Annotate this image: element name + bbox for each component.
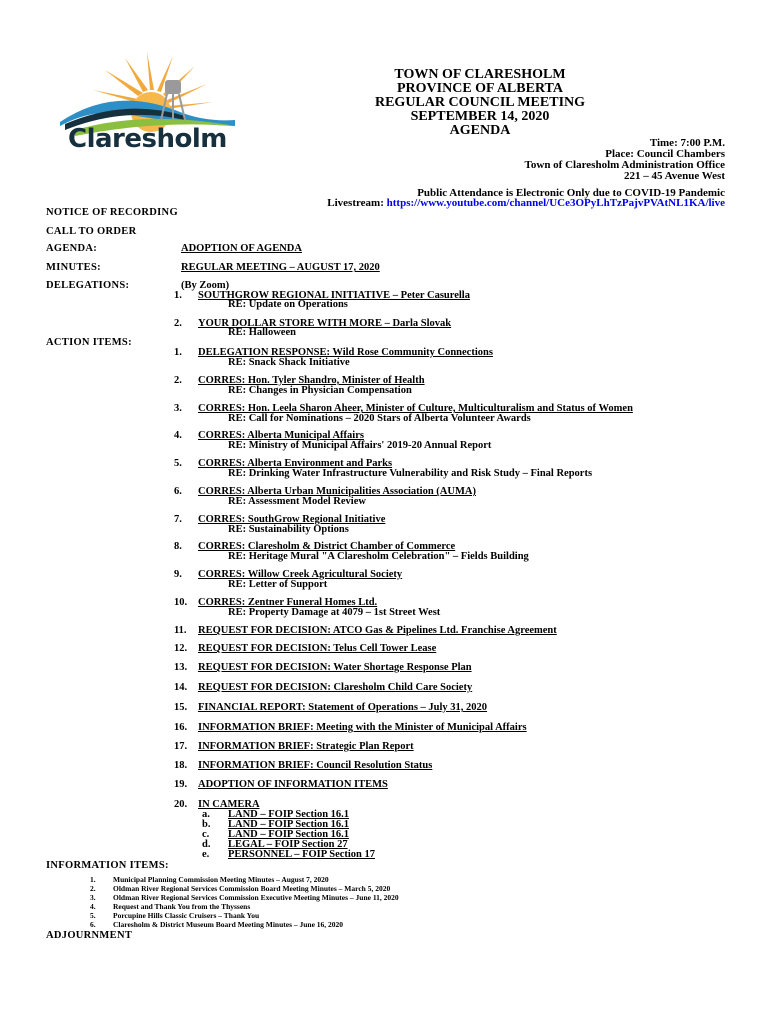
- action-item-re: RE: Sustainability Options: [228, 524, 349, 535]
- list-item-number: 3.: [174, 403, 182, 414]
- info-item-number: 6.: [90, 920, 96, 929]
- action-item-title: CORRES: Claresholm & District Chamber of Commerce: [198, 541, 456, 552]
- list-item-number: 14.: [174, 682, 188, 693]
- in-camera-item: LAND – FOIP Section 16.1: [228, 809, 350, 820]
- livestream-label: Livestream:: [327, 197, 387, 209]
- meeting-place: Place: Council Chambers: [605, 148, 725, 160]
- list-item-number: 12.: [174, 643, 188, 654]
- sub-item-letter: c.: [202, 829, 210, 840]
- delegation-title: SOUTHGROW REGIONAL INITIATIVE – Peter Casurella: [198, 290, 470, 301]
- section-agenda: AGENDA:: [46, 243, 98, 254]
- delegations-note: (By Zoom): [181, 280, 230, 291]
- meeting-office: Town of Claresholm Administration Office: [524, 159, 725, 171]
- meeting-address: 221 – 45 Avenue West: [623, 170, 725, 182]
- list-item-number: 10.: [174, 597, 188, 608]
- list-item-number: 1.: [174, 347, 182, 358]
- in-camera-item: LAND – FOIP Section 16.1: [228, 819, 350, 830]
- title-agenda: AGENDA: [449, 123, 511, 138]
- list-item-number: 11.: [174, 625, 187, 636]
- action-item-title: CORRES: Hon. Leela Sharon Aheer, Minister of Culture, Multiculturalism and Status of Women: [198, 403, 633, 414]
- info-item-number: 3.: [90, 893, 96, 902]
- action-item-re: RE: Heritage Mural "A Claresholm Celebration" – Fields Building: [228, 551, 529, 562]
- action-item-re: RE: Assessment Model Review: [228, 496, 366, 507]
- list-item-number: 18.: [174, 760, 188, 771]
- list-item-number: 7.: [174, 514, 182, 525]
- action-item-title: CORRES: Alberta Urban Municipalities Association (AUMA): [198, 486, 476, 497]
- in-camera-item: PERSONNEL – FOIP Section 17: [228, 849, 376, 860]
- action-item-title: CORRES: Willow Creek Agricultural Society: [198, 569, 403, 580]
- action-item-title: CORRES: Zentner Funeral Homes Ltd.: [198, 597, 378, 608]
- info-item: Porcupine Hills Classic Cruisers – Thank You: [113, 911, 260, 920]
- action-item-title: REQUEST FOR DECISION: Water Shortage Response Plan: [198, 662, 472, 673]
- list-item-number: 20.: [174, 799, 188, 810]
- action-item-re: RE: Changes in Physician Compensation: [228, 385, 412, 396]
- action-item-title: CORRES: Alberta Environment and Parks: [198, 458, 393, 469]
- list-item-number: 16.: [174, 722, 188, 733]
- action-item-title: FINANCIAL REPORT: Statement of Operations – July 31, 2020: [198, 702, 488, 713]
- title-date: SEPTEMBER 14, 2020: [410, 109, 550, 124]
- info-item-number: 1.: [90, 875, 96, 884]
- list-item-number: 2.: [174, 375, 182, 386]
- list-item-number: 8.: [174, 541, 182, 552]
- action-item-title: INFORMATION BRIEF: Council Resolution Status: [198, 760, 433, 771]
- list-item-number: 19.: [174, 779, 188, 790]
- delegation-re: RE: Halloween: [228, 327, 296, 338]
- action-item-re: RE: Call for Nominations – 2020 Stars of Alberta Volunteer Awards: [228, 413, 531, 424]
- list-item-number: 9.: [174, 569, 182, 580]
- info-item: Municipal Planning Commission Meeting Minutes – August 7, 2020: [113, 875, 329, 884]
- action-item-re: RE: Ministry of Municipal Affairs' 2019-20 Annual Report: [228, 440, 492, 451]
- list-item-number: 1.: [174, 290, 182, 301]
- section-minutes: MINUTES:: [46, 262, 101, 273]
- action-item-re: RE: Drinking Water Infrastructure Vulnerability and Risk Study – Final Reports: [228, 468, 593, 479]
- logo-wordmark: Claresholm: [68, 124, 227, 154]
- delegation-re: RE: Update on Operations: [228, 299, 348, 310]
- minutes-item: REGULAR MEETING – AUGUST 17, 2020: [181, 262, 380, 273]
- info-item: Claresholm & District Museum Board Meeting Minutes – June 16, 2020: [113, 920, 344, 929]
- action-item-title: INFORMATION BRIEF: Meeting with the Minister of Municipal Affairs: [198, 722, 527, 733]
- action-item-title: CORRES: SouthGrow Regional Initiative: [198, 514, 386, 525]
- sub-item-letter: b.: [202, 819, 211, 830]
- attendance-note: Public Attendance is Electronic Only due to COVID-19 Pandemic: [417, 187, 725, 199]
- info-item: Oldman River Regional Services Commission Board Meeting Minutes – March 5, 2020: [113, 884, 391, 893]
- livestream-link[interactable]: https://www.youtube.com/channel/UCe3OPyLhTzPajvPVAtNL1KA/live: [386, 197, 725, 209]
- section-action-items: ACTION ITEMS:: [46, 337, 132, 348]
- list-item-number: 4.: [174, 430, 182, 441]
- action-item-re: RE: Snack Shack Initiative: [228, 357, 350, 368]
- title-province: PROVINCE OF ALBERTA: [397, 81, 563, 96]
- in-camera-item: LEGAL – FOIP Section 27: [228, 839, 348, 850]
- section-delegations: DELEGATIONS:: [46, 280, 130, 291]
- sub-item-letter: d.: [202, 839, 211, 850]
- section-information-items: INFORMATION ITEMS:: [46, 860, 169, 871]
- title-meeting: REGULAR COUNCIL MEETING: [374, 95, 586, 110]
- action-item-title: CORRES: Alberta Municipal Affairs: [198, 430, 364, 441]
- in-camera-item: LAND – FOIP Section 16.1: [228, 829, 350, 840]
- list-item-number: 13.: [174, 662, 188, 673]
- info-item-number: 2.: [90, 884, 96, 893]
- list-item-number: 5.: [174, 458, 182, 469]
- delegation-title: YOUR DOLLAR STORE WITH MORE – Darla Slovak: [198, 318, 452, 329]
- info-item-number: 5.: [90, 911, 96, 920]
- sub-item-letter: e.: [202, 849, 210, 860]
- action-item-title: CORRES: Hon. Tyler Shandro, Minister of Health: [198, 375, 425, 386]
- title-town: TOWN OF CLARESHOLM: [394, 67, 566, 82]
- info-item: Request and Thank You from the Thyssens: [113, 902, 251, 911]
- agenda-item: ADOPTION OF AGENDA: [181, 243, 302, 254]
- action-item-title: DELEGATION RESPONSE: Wild Rose Community Connections: [198, 347, 493, 358]
- action-item-re: RE: Property Damage at 4079 – 1st Street West: [228, 607, 441, 618]
- action-item-title: IN CAMERA: [198, 799, 260, 810]
- section-call-to-order: CALL TO ORDER: [46, 226, 137, 237]
- meeting-time: Time: 7:00 P.M.: [649, 137, 725, 149]
- livestream-line: [327, 197, 725, 209]
- action-item-title: REQUEST FOR DECISION: Claresholm Child Care Society: [198, 682, 473, 693]
- section-notice-of-recording: NOTICE OF RECORDING: [46, 207, 178, 218]
- action-item-title: INFORMATION BRIEF: Strategic Plan Report: [198, 741, 414, 752]
- list-item-number: 2.: [174, 318, 182, 329]
- list-item-number: 15.: [174, 702, 188, 713]
- section-adjournment: ADJOURNMENT: [46, 930, 133, 941]
- info-item-number: 4.: [90, 902, 96, 911]
- action-item-title: REQUEST FOR DECISION: Telus Cell Tower Lease: [198, 643, 437, 654]
- action-item-title: ADOPTION OF INFORMATION ITEMS: [198, 779, 388, 790]
- info-item: Oldman River Regional Services Commission Executive Meeting Minutes – June 11, 2020: [113, 893, 399, 902]
- list-item-number: 6.: [174, 486, 182, 497]
- list-item-number: 17.: [174, 741, 188, 752]
- sub-item-letter: a.: [202, 809, 210, 820]
- action-item-re: RE: Letter of Support: [228, 579, 328, 590]
- action-item-title: REQUEST FOR DECISION: ATCO Gas & Pipelines Ltd. Franchise Agreement: [198, 625, 557, 636]
